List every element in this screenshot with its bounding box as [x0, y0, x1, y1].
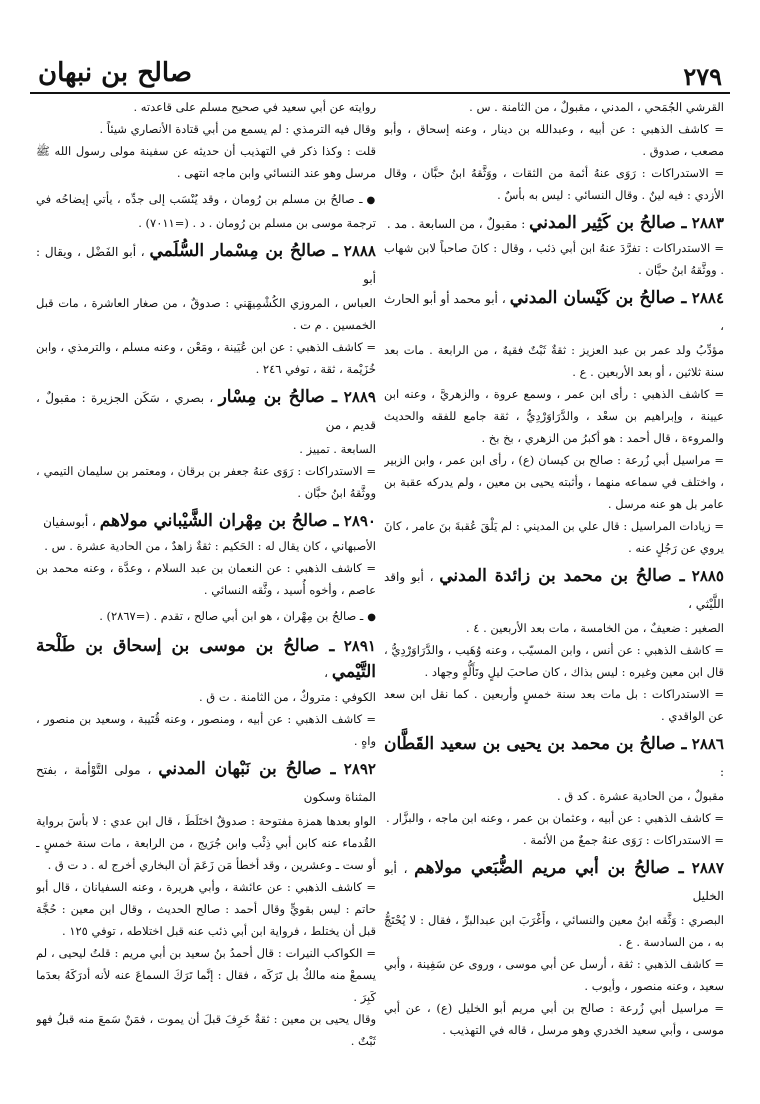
narrator-name: ـ صالحُ بن كَثِير المدني	[529, 213, 687, 233]
biography-entry	[36, 508, 376, 601]
entry-line	[36, 188, 376, 234]
entry-line	[384, 449, 724, 515]
entry-number: ٢٨٨٥	[691, 567, 724, 585]
running-title: صالح بن نبهان	[38, 58, 192, 88]
bullet-icon: ●	[366, 195, 376, 206]
entry-line	[36, 686, 376, 708]
entry-heading	[384, 210, 724, 237]
entry-line-text: = الكواكب النيرات : قال أحمدُ بنُ سعيد بن أبي مريم : قلتُ ليحيى ، لم يسمعْ منه مالكٌ بل تَرَكَه ، فقال : إنَّما تَرَكَ السماعَ عنه لأنه أدرَكَهُ بعدَما كَبِرَ .	[36, 946, 376, 1004]
bullet-icon: ●	[367, 612, 376, 623]
entry-heading-rest: ، أبو محمد أو أبو الحارث ،	[384, 292, 724, 333]
entry-line	[384, 339, 724, 383]
entry-line	[384, 237, 724, 281]
entry-line	[36, 708, 376, 752]
entry-heading-rest: :	[719, 765, 724, 779]
narrator-name: ـ صالحُ بن مِسْمار السُّلَمي	[149, 241, 338, 261]
biography-entry	[36, 756, 376, 1052]
entry-line-text: السابعة . تمييز .	[299, 442, 376, 456]
entry-line-text: = كاشف الذهبي : عن أبيه ، ومنصور ، وعنه قُتَيبة ، وسعيد بن منصور ، واهٍ .	[36, 712, 376, 748]
narrator-name: ـ صالحُ بن محمد بن زائدة المدني	[439, 566, 685, 586]
right-column	[384, 96, 724, 1096]
entry-line	[384, 515, 724, 559]
narrator-name: ـ صالحُ بن مِهْران الشَّيْباني مولاهم	[99, 511, 339, 531]
narrator-name: ـ صالحُ بن محمد بن يحيى بن سعيد القَطَّان	[384, 734, 687, 754]
biography-entry	[384, 285, 724, 559]
entry-line	[36, 810, 376, 876]
entry-number: ٢٨٨٦	[691, 735, 724, 753]
entry-line-text: ـ صالحُ بن مسلم بن رُومان ، وقد يُنْسَب إلى جدِّه ، يأتي إيضاحُه في ترجمة موسى بن مسلم بن رُومان . د . (=٧٠١١) .	[36, 192, 376, 230]
entry-line	[384, 683, 724, 727]
entry-line-text: وقال فيه الترمذي : لم يسمع من أبي قتادة الأنصاري شيئاً .	[99, 122, 376, 136]
page-header	[30, 52, 730, 94]
entry-line-text: مقبولٌ ، من الحادية عشرة . كد ق .	[557, 789, 724, 803]
biography-entry	[384, 855, 724, 1041]
entry-line-text: = كاشف الذهبي : عن أبيه ، وعثمان بن عمر ، وعنه ابن ماجه ، والبزَّار .	[385, 811, 724, 825]
entry-heading-rest: ،	[324, 666, 332, 680]
entry-heading	[36, 384, 376, 438]
entry-line	[384, 953, 724, 997]
entry-line	[36, 336, 376, 380]
entry-line-text: = كاشف الذهبي : عن أبيه ، وعبدالله بن دينار ، وعنه إسحاق ، وأبو مصعب ، صدوق .	[384, 122, 724, 158]
biography-entry	[384, 731, 724, 851]
entry-heading-rest: ، بصري ، سَكَن الجزيرة : مقبولٌ ، قديم ، من	[36, 391, 376, 432]
entry-line-text: = مراسيل أبي زُرعة : صالح بن أبي مريم أبو الخليل (ع) ، عن أبي موسى ، وأبي سعيد الخدري وهو مرسل ، قاله في التهذيب .	[384, 1001, 724, 1037]
entry-line	[36, 460, 376, 504]
entry-heading-rest: ، أبوسفيان	[43, 515, 100, 529]
entry-heading	[36, 508, 376, 535]
entry-line	[384, 162, 724, 206]
entry-line	[36, 557, 376, 601]
entry-line-text: وقال يحيى بن معين : ثقةٌ خَرِفَ قبلَ أن يموت ، فمَنْ سَمعَ منه قبلُ فهو ثَبْتٌ .	[36, 1012, 376, 1048]
entry-line	[36, 1008, 376, 1052]
entry-line	[384, 909, 724, 953]
entry-line-text: = مراسيل أبي زُرعة : صالح بن كيسان (ع) ، رأى ابن عمر ، وابن الزبير ، واختلف في سماعه منهما ، وأثبته يحيى بن معين ، ولم يدركه عقبة بن عامر بل هو عنه مرسل .	[384, 453, 724, 511]
entry-heading	[36, 756, 376, 810]
entry-line	[384, 96, 724, 118]
entry-line-text: الأصبهاني ، كان يقال له : الحَكيم : ثقةٌ زاهدٌ ، من الحادية عشرة . س .	[44, 539, 376, 553]
entry-heading	[384, 731, 724, 785]
biography-entry	[36, 384, 376, 504]
entry-line-text: = الاستدراكات : رَوَى عنهُ جمعٌ من الأئمة .	[522, 833, 724, 847]
entry-heading	[384, 855, 724, 909]
entry-text	[384, 96, 724, 206]
entry-line	[384, 785, 724, 807]
entry-line-text: = الاستدراكات : رَوَى عنهُ جعفر بن برقان ، ومعتمر بن سليمان التيمي ، ووثَّقهُ ابنُ حبَّان .	[36, 464, 376, 500]
entry-text	[36, 188, 376, 234]
entry-line	[384, 383, 724, 449]
entry-heading-rest: : مقبولٌ ، من السابعة . مد .	[386, 217, 530, 231]
entry-line-text: = الاستدراكات : رَوَى عنهُ أئمة من الثقات ، ووَثَّقهُ ابنُ حبَّان ، وقال الأزدي : فيه لينٌ . وقال النسائي : ليس به بأسٌ .	[384, 166, 724, 202]
entry-line	[384, 617, 724, 639]
entry-line	[384, 118, 724, 162]
entry-line-text: الواو بعدها همزة مفتوحة : صدوقٌ اختَلَطَ ، قال ابن عدي : لا بأسَ برواية القُدماء عنه كابن أبي ذِئْب وابن جُرَيج ، من الرابعة ، مات سنة خمسٍ ـ أو ست ـ وعشرين ، وقد أخطأ مَن زَعَمَ أن البخاري أخرج له . د ت ق .	[36, 814, 376, 872]
entry-number: ٢٨٩١	[343, 637, 376, 655]
entry-text	[36, 96, 376, 184]
entry-line	[36, 96, 376, 118]
biography-entry	[36, 633, 376, 752]
entry-heading-rest: ، أبو واقد اللَّيْثي ،	[384, 570, 724, 611]
entry-number: ٢٨٨٤	[691, 289, 724, 307]
narrator-name: ـ صالحُ بن موسى بن إسحاق بن طَلْحة التَّيْمي	[36, 636, 376, 682]
entry-number: ٢٨٩٠	[343, 512, 376, 530]
entry-number: ٢٨٨٩	[343, 388, 376, 406]
narrator-name: ـ صالحُ بن أبي مريم الضُّبَعي مولاهم	[414, 858, 684, 878]
entry-line-text: = زيادات المراسيل : قال علي بن المديني : لم يَلْقَ عُقبةَ بنَ عامر ، كانَ يروي عن رَجُلٍ عنه .	[384, 519, 724, 555]
left-column	[36, 96, 376, 1096]
entry-line-text: = كاشف الذهبي : ثقة ، أرسل عن أبي موسى ، وروى عن سَفِينة ، وأبي سعيد ، وعنه منصور ، وأيوب .	[384, 957, 724, 993]
entry-line	[384, 639, 724, 683]
entry-line-text: البصري : وَثَّقه ابنُ معين والنسائي ، وأَغْرَبَ ابن عبدالبرِّ ، فقال : لا يُحْتَجُّ به ، من السادسة . ع .	[384, 913, 724, 949]
entry-line-text: = كاشف الذهبي : عن عائشة ، وأبي هريرة ، وعنه السفيانان ، قال أبو حاتم : ليس بقويٍّ وقال أحمد : صالح الحديث ، وقال ابن معين : حُجَّة قبل أن يختلط ، فرواية ابن أبي ذئب عنه قبل اختلاطه ، توفي ١٢٥ .	[36, 880, 376, 938]
entry-heading	[384, 563, 724, 617]
entry-line-text: = كاشف الذهبي : رأى ابن عمر ، وسمع عروة ، والزهريَّ ، وعنه ابن عيينة ، وإبراهيم بن سعْد ، والدَّرَاوَرْدِيُّ ، ثقة جامع للفقه والحديث والمروءة ، قال أحمد : هو أكبرُ من الزهري ، بخ بخ .	[384, 387, 724, 445]
entry-line-text: = كاشف الذهبي : عن ابن عُيَينة ، ومَعْن ، وعنه مسلم ، والترمذي ، وابن خُزَيْمة ، ثقة ، توفي ٢٤٦ .	[36, 340, 376, 376]
biography-entry	[384, 210, 724, 281]
entry-number: ٢٨٩٢	[343, 760, 376, 778]
entry-line	[36, 118, 376, 140]
entry-heading	[384, 285, 724, 339]
entry-line-text: مؤدِّبُ ولد عمر بن عبد العزيز : ثقةٌ ثَبْتٌ فقيهٌ ، من الرابعة . مات بعد سنة ثلاثين ، أو بعد الأربعين . ع .	[384, 343, 724, 379]
entry-number: ٢٨٨٧	[691, 859, 724, 877]
entry-line	[36, 605, 376, 629]
entry-heading-rest: ، أبو الخليل	[384, 862, 724, 903]
entry-line	[36, 942, 376, 1008]
page-number: ٢٧٩	[683, 62, 722, 91]
entry-line-text: الصغير : ضعيفٌ ، من الخامسة ، مات بعد الأربعين . ٤ .	[465, 621, 724, 635]
entry-heading-rest: ، مولى التَّوْأمة ، بفتح المثناة وسكون	[36, 763, 376, 804]
biography-entry	[384, 563, 724, 727]
entry-number: ٢٨٨٣	[691, 214, 724, 232]
narrator-name: ـ صالحُ بن نَبْهان المدني	[158, 759, 336, 779]
entry-line-text: = الاستدراكات : بل مات بعد سنة خمسٍ وأربعين . كما نقل ابن سعد عن الواقدي .	[384, 687, 724, 723]
entry-line	[36, 535, 376, 557]
entry-number: ٢٨٨٨	[343, 242, 376, 260]
narrator-name: ـ صالحُ بن مِسْار	[218, 387, 338, 407]
entry-text	[36, 605, 376, 629]
entry-line	[384, 829, 724, 851]
entry-line-text: = كاشف الذهبي : عن أنس ، وابن المسيّب ، وعنه وُهَيب ، والدَّرَاوَرْدِيُّ ، قال ابن معين وغيره : ليس بذاك ، كان صاحبَ ليلٍ وتَأَلُّهٍ وجهاد .	[384, 643, 724, 679]
entry-line-text: العباس ، المروزي الكُشْمِيهَني : صدوقٌ ، من صغار العاشرة ، مات قبل الخمسين . م ت .	[36, 296, 376, 332]
entry-line	[36, 140, 376, 184]
entry-line	[36, 438, 376, 460]
entry-line-text: روايته عن أبي سعيد في صحيح مسلم على قاعدته .	[133, 100, 376, 114]
entry-line-text: ـ صالحُ بن مِهْران ، هو ابن أبي صالح ، تقدم . (=٢٨٦٧) .	[99, 609, 364, 623]
entry-heading	[36, 238, 376, 292]
entry-heading-rest: ، أبو الفَضْل ، ويقال : أبو	[36, 245, 376, 286]
entry-heading	[36, 633, 376, 686]
narrator-name: ـ صالحُ بن كَيْسان المدني	[509, 288, 687, 308]
entry-line	[36, 876, 376, 942]
entry-line	[36, 292, 376, 336]
entry-line-text: الكوفي : متروكٌ ، من الثامنة . ت ق .	[198, 690, 376, 704]
entry-line-text: القرشي الجُمَحي ، المدني ، مقبولٌ ، من الثامنة . س .	[469, 100, 724, 114]
entry-line-text: = الاستدراكات : تفرَّدَ عنهُ ابن أبي ذئب ، وقال : كانَ صاحباً لابن شهاب . ووثَّقهُ ابنُ حبَّان .	[384, 241, 724, 277]
biography-entry	[36, 238, 376, 380]
entry-line	[384, 997, 724, 1041]
entry-line-text: = كاشف الذهبي : عن النعمان بن عبد السلام ، وعدَّة ، وعنه محمد بن عاصم ، وأخوه أُسيد ، وثَّقه النسائي .	[36, 561, 376, 597]
entry-line-text: قلت : وكذا ذكر في التهذيب أن حديثه عن سفينة مولى رسول الله ﷺ مرسل وهو عند النسائي وابن ماجه انتهى .	[36, 144, 376, 180]
entry-line	[384, 807, 724, 829]
